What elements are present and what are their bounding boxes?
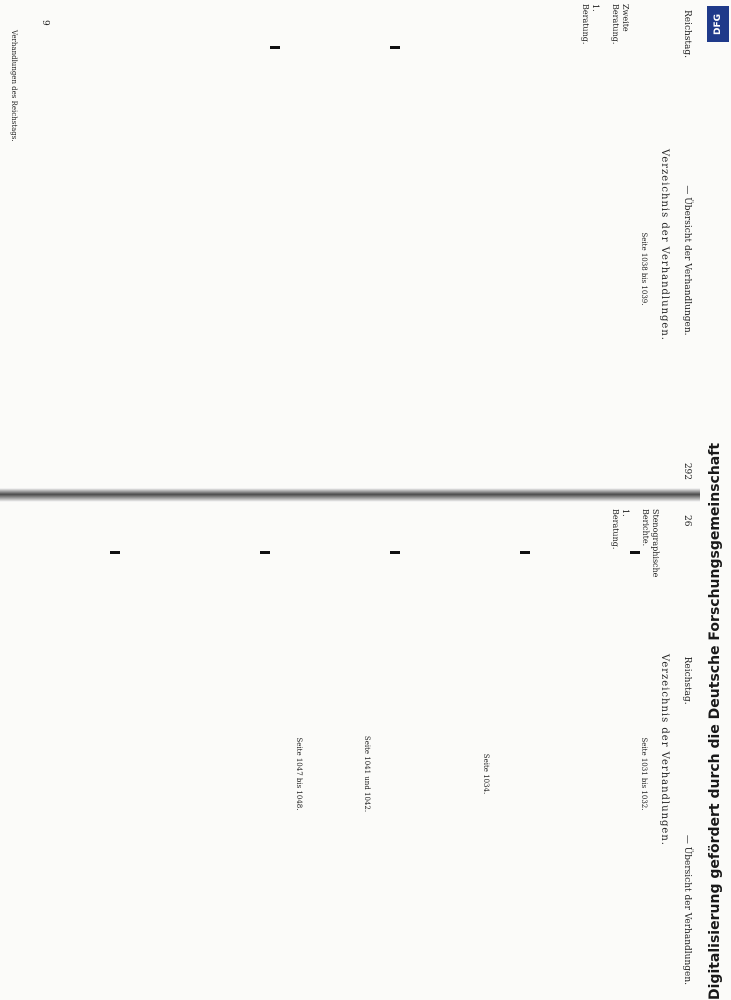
left-date-2: Seite 1034. bbox=[481, 753, 490, 795]
left-running-title: Verzeichnis der Verhandlungen. bbox=[659, 654, 670, 846]
right-text-column bbox=[636, 60, 652, 478]
right-margin-note: Zweite Beratung. bbox=[611, 4, 630, 45]
right-header-center: — Übersicht der Verhandlungen. bbox=[682, 185, 692, 336]
right-marker-1 bbox=[390, 46, 400, 49]
right-page-ref: 9 bbox=[40, 20, 50, 26]
right-page-number: 292 bbox=[682, 462, 692, 480]
left-date-1: Seite 1031 bis 1032. bbox=[640, 737, 648, 811]
right-header-left: Reichstag. bbox=[682, 10, 692, 59]
dfg-funding-text: Digitalisierung gefördert durch die Deutsche Forschungsgemeinschaft bbox=[707, 442, 723, 1000]
right-page bbox=[0, 0, 700, 490]
left-page-header bbox=[674, 515, 692, 985]
left-header-left: Reichstag. bbox=[682, 656, 692, 705]
left-marker-5 bbox=[110, 551, 120, 554]
left-date-4: Seite 1047 bis 1048. bbox=[294, 737, 303, 811]
dfg-sidebar bbox=[705, 0, 731, 1000]
right-date-1: Seite 1038 bis 1039. bbox=[640, 232, 648, 306]
left-header-center: — Übersicht der Verhandlungen. bbox=[682, 834, 692, 985]
left-marker-4 bbox=[260, 551, 270, 554]
left-date-3: Seite 1041 und 1042. bbox=[363, 735, 372, 813]
left-text-column bbox=[290, 565, 652, 983]
left-margin-note-1: Stenographische Berichte. bbox=[641, 509, 660, 578]
left-margin-note-2: 1. Beratung. bbox=[611, 509, 630, 550]
right-margin-note-2: 1. Beratung. bbox=[581, 4, 600, 45]
left-marker-1 bbox=[630, 551, 640, 554]
book-gutter bbox=[0, 488, 700, 502]
dfg-logo: DFG bbox=[707, 6, 729, 42]
left-marker-3 bbox=[390, 551, 400, 554]
left-page bbox=[0, 505, 700, 995]
right-marker-2 bbox=[270, 46, 280, 49]
right-running-title: Verzeichnis der Verhandlungen. bbox=[659, 149, 670, 341]
left-page-number: 26 bbox=[682, 515, 692, 527]
left-marker-2 bbox=[520, 551, 530, 554]
right-page-header bbox=[674, 10, 692, 480]
right-footer: Verhandlungen des Reichstags. bbox=[10, 30, 18, 142]
